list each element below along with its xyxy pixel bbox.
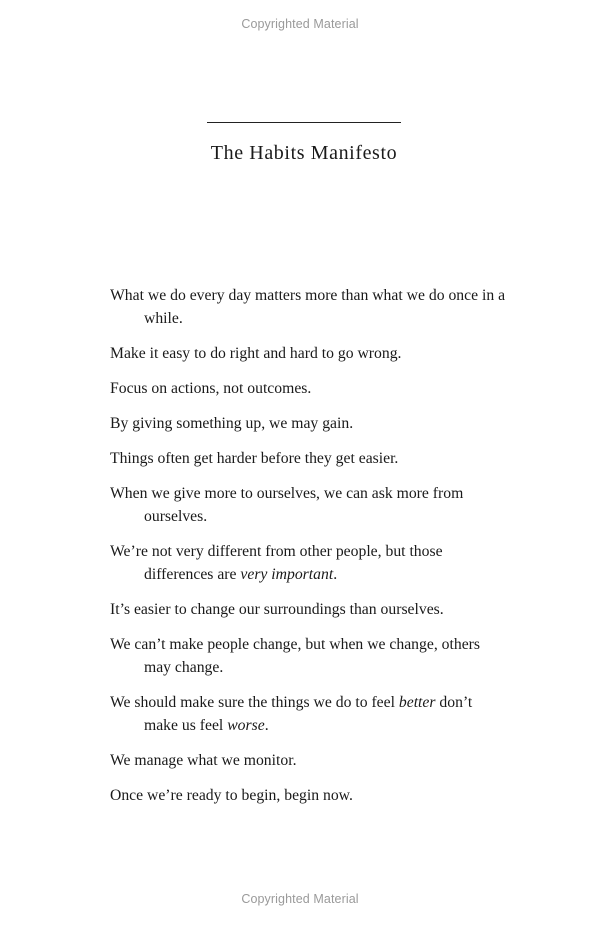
emphasis-text: better xyxy=(398,694,436,711)
manifesto-item xyxy=(110,342,510,365)
item-text: Focus on actions, not outcomes. xyxy=(110,380,312,397)
manifesto-item xyxy=(110,784,510,807)
item-text: Make it easy to do right and hard to go wrong. xyxy=(110,345,402,362)
manifesto-item xyxy=(110,412,510,435)
item-text: . xyxy=(333,566,338,583)
manifesto-item xyxy=(110,749,510,772)
manifesto-item xyxy=(110,447,510,470)
manifesto-item xyxy=(110,284,510,330)
item-text: We manage what we monitor. xyxy=(110,752,297,769)
manifesto-item xyxy=(110,598,510,621)
item-text: We should make sure the things we do to feel xyxy=(110,694,399,711)
item-text: By giving something up, we may gain. xyxy=(110,415,354,432)
manifesto-list xyxy=(110,284,510,819)
title-rule xyxy=(207,122,401,123)
manifesto-item xyxy=(110,540,510,586)
item-text: It’s easier to change our surroundings than ourselves. xyxy=(110,601,444,618)
item-text: When we give more to ourselves, we can ask more from ourselves. xyxy=(110,485,464,525)
copyright-watermark-bottom: Copyrighted Material xyxy=(241,892,359,906)
manifesto-item xyxy=(110,482,510,528)
item-text: Once we’re ready to begin, begin now. xyxy=(110,787,353,804)
item-text: . xyxy=(264,717,269,734)
manifesto-item xyxy=(110,633,510,679)
item-text: We’re not very different from other people, but those differences are xyxy=(110,543,443,583)
copyright-watermark-top: Copyrighted Material xyxy=(241,17,359,31)
item-text: What we do every day matters more than what we do once in a while. xyxy=(110,287,506,327)
item-text: Things often get harder before they get easier. xyxy=(110,450,399,467)
emphasis-text: very important xyxy=(240,566,334,583)
manifesto-item xyxy=(110,691,510,737)
page-title: The Habits Manifesto xyxy=(210,142,398,164)
manifesto-item xyxy=(110,377,510,400)
item-text: We can’t make people change, but when we change, others may change. xyxy=(110,636,481,676)
item-text: don’t make us feel xyxy=(144,694,473,734)
emphasis-text: worse xyxy=(227,717,265,734)
